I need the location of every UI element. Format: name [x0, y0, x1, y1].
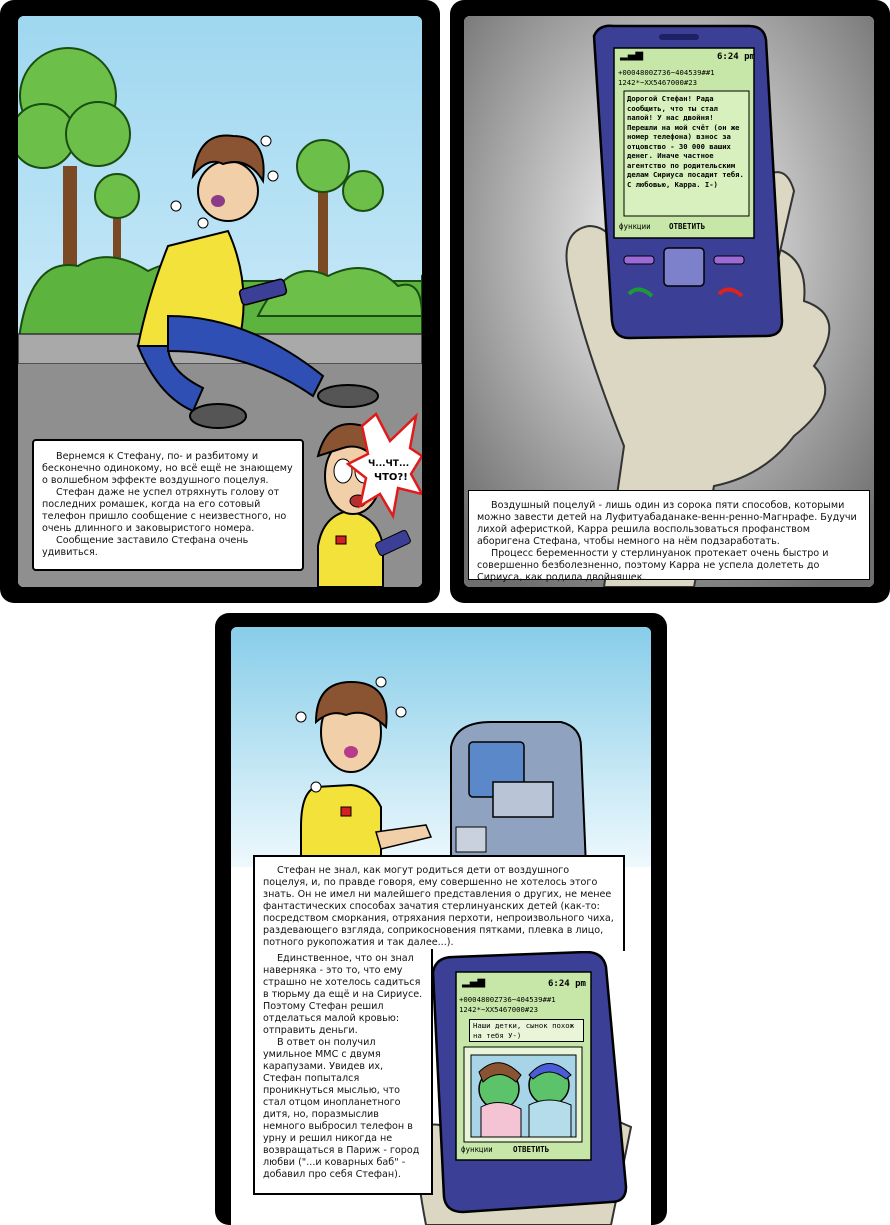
signal-icon: ▂▄▆ — [462, 977, 486, 988]
panel-3 — [215, 613, 667, 1225]
softkey-functions[interactable]: функции — [619, 222, 651, 231]
caption-panel-1 — [32, 439, 304, 571]
caption-paragraph-top: Стефан не знал, как могут родиться дети от воздушного поцелуя, и, по правде говоря, ему совершенно не хотелось этого знать. Он не имел ни малейшего представления о других, не менее фантастических способах зачатия стерлинуанских детей (как-то: посредством сморкания, отряхания перхоти, непроизвольного чиха, раздевающего взгляда, соприкосновения пятками, плевка в лицо, потного рукопожатия и так далее...). — [263, 865, 614, 948]
caption-paragraph: Стефан даже не успел отряхнуть голову от последних ромашек, когда на его сотовый телефон пришло сообщение с неизвестного, но очень длинного и заковыристого номера. — [42, 487, 287, 534]
caption-paragraph: Вернемся к Стефану, по- и разбитому и бесконечно одинокому, но всё ещё не знающему о волшебном эффекте воздушного поцелуя. — [42, 451, 293, 486]
signal-icon: ▂▄▆ — [620, 50, 644, 61]
caption-paragraph: Процесс беременности у стерлинуанок протекает очень быстро и совершенно безболезненно, поэтому Карра не успела долететь до Сириуса, как родила двойняшек. — [477, 548, 829, 583]
softkey-reply[interactable]: ОТВЕТИТЬ — [669, 222, 706, 231]
mms-sender-line-1: +0004800Z736~404539##1 — [459, 995, 556, 1004]
atm-machine — [451, 722, 586, 867]
shout-text-2: ЧТО?! — [374, 472, 408, 483]
mms-sender-line-2: 1242*~XX5467000#23 — [459, 1005, 539, 1014]
caption-paragraph: Единственное, что он знал наверняка - это то, что ему страшно не хотелось садиться в тюрьму да ещё и на Сириусе. Поэтому Стефан решил отделаться малой кровью: отправить деньги. — [263, 953, 423, 1036]
panel-1 — [0, 0, 440, 603]
mms-time: 6:24 pm — [548, 979, 586, 989]
mms-softkey-reply[interactable]: ОТВЕТИТЬ — [513, 1145, 550, 1154]
caption-panel-3 — [253, 855, 625, 951]
shout-text-1: Ч...ЧТ... — [368, 459, 410, 469]
caption-paragraph: Воздушный поцелуй - лишь один из сорока пяти способов, которыми можно завести детей на Луфитуабаданаке-венн-ренно-Магнрафе. Будучи лихой аферисткой, Карра решила воспользоваться профанством аборигена Стефана, чтобы немного на нём подзаработать. — [477, 500, 857, 547]
caption-paragraph: Сообщение заставило Стефана очень удивиться. — [42, 535, 249, 558]
caption-panel-3-column — [253, 949, 433, 1195]
sender-number-line-2: 1242*~XX5467000#23 — [618, 78, 698, 87]
caption-panel-2 — [468, 490, 870, 583]
sender-number-line-1: +0004800Z736~404539##1 — [618, 68, 715, 77]
panel-2 — [450, 0, 890, 603]
phone-mms — [433, 952, 626, 1212]
caption-paragraph: В ответ он получил умильное ММС с двумя карапузами. Увидев их, Стефан попытался проникнуться мыслью, что стал отцом инопланетного дитя, но, поразмыслив немного выбросил телефон в урну и решил никогда не возвращаться в Париж - город любви ("...и коварных баб" - добавил про себя Стефан). — [263, 1037, 420, 1180]
phone-time: 6:24 pm — [717, 52, 755, 62]
mms-message: Наши детки, сынок похож на тебя У-) — [469, 1019, 584, 1042]
sms-message: Дорогой Стефан! Рада сообщить, что ты стал папой! У нас двойня! Перешли на мой счёт (он же номер телефона) взнос за отцовство - 30 000 ваших денег. Иначе частное агентство по родительским делам Сириуса посадит тебя. С любовью, Карра. I-) — [627, 94, 744, 189]
mms-softkey-functions[interactable]: функции — [461, 1145, 493, 1154]
